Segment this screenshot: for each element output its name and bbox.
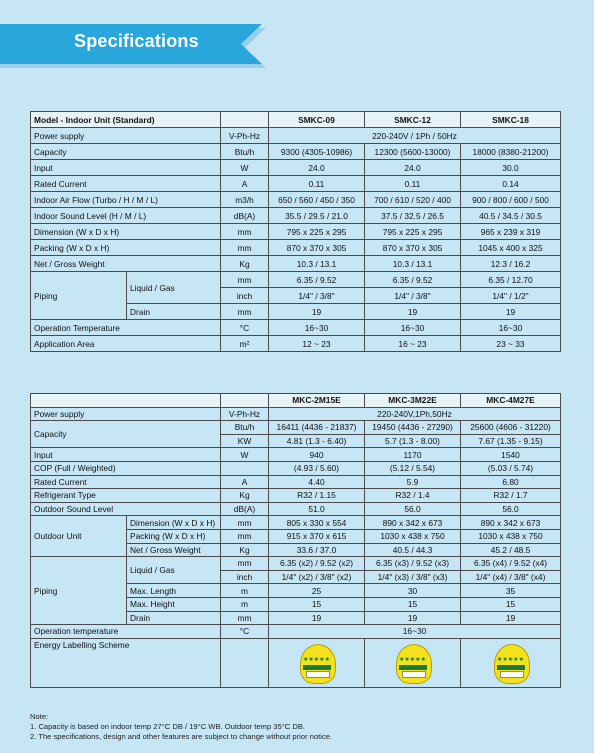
row-value: 12.3 / 16.2 <box>461 256 561 272</box>
row-value: 5.7 (1.3 - 8.00) <box>365 434 461 448</box>
row-value: 6.35 / 9.52 <box>269 272 365 288</box>
row-value: 7.67 (1.35 - 9.15) <box>461 434 561 448</box>
row-value: 890 x 342 x 673 <box>365 516 461 530</box>
energy-label-cell <box>269 638 365 687</box>
row-label: Packing (W x D x H) <box>127 529 221 543</box>
table-row <box>31 407 561 421</box>
table-row <box>31 208 561 224</box>
row-value: 1/4" (x4) / 3/8" (x4) <box>461 570 561 584</box>
row-value: 15 <box>365 597 461 611</box>
indoor-header-unit <box>221 112 269 128</box>
energy-label-icon <box>294 644 340 682</box>
row-value: 51.0 <box>269 502 365 516</box>
row-unit: m <box>221 584 269 598</box>
row-label: Application Area <box>31 336 221 352</box>
row-value: 6.35 (x2) / 9.52 (x2) <box>269 557 365 571</box>
outdoor-header-col3: MKC-4M27E <box>461 394 561 408</box>
row-label: Max. Length <box>127 584 221 598</box>
table-row <box>31 256 561 272</box>
page-title: Specifications <box>74 31 199 51</box>
row-value: 10.3 / 13.1 <box>365 256 461 272</box>
row-label: Power supply <box>31 407 221 421</box>
table-row <box>31 128 561 144</box>
row-value: 15 <box>269 597 365 611</box>
energy-label-bar <box>306 671 330 678</box>
row-value: (5.12 / 5.54) <box>365 461 461 475</box>
row-label: Operation temperature <box>31 625 221 639</box>
energy-label-cell <box>461 638 561 687</box>
outdoor-unit-label: Outdoor Unit <box>31 516 127 557</box>
row-value: 4.40 <box>269 475 365 489</box>
table-row <box>31 176 561 192</box>
liquid-gas-label: Liquid / Gas <box>127 272 221 304</box>
row-label: COP (Full / Weighted) <box>31 461 221 475</box>
table-row <box>31 240 561 256</box>
row-value: 19 <box>461 611 561 625</box>
row-value: 35.5 / 29.5 / 21.0 <box>269 208 365 224</box>
notes <box>30 712 332 742</box>
row-value: 19 <box>461 304 561 320</box>
table-row <box>31 272 561 288</box>
table-row <box>31 224 561 240</box>
row-value: 870 x 370 x 305 <box>269 240 365 256</box>
note-line: 1. Capacity is based on indoor temp 27°C DB / 19°C WB. Outdoor temp 35°C DB. <box>30 722 306 731</box>
row-value: 19450 (4436 - 27290) <box>365 421 461 435</box>
row-value: 30.0 <box>461 160 561 176</box>
row-label: Operation Temperature <box>31 320 221 336</box>
row-unit: mm <box>221 529 269 543</box>
energy-label-icon <box>390 644 436 682</box>
row-unit: A <box>221 475 269 489</box>
row-label: Dimension (W x D x H) <box>127 516 221 530</box>
drain-label: Drain <box>127 304 221 320</box>
row-value: 1170 <box>365 448 461 462</box>
row-unit: V-Ph-Hz <box>221 407 269 421</box>
row-label: Drain <box>127 611 221 625</box>
row-value: 33.6 / 37.0 <box>269 543 365 557</box>
piping-label: Piping <box>31 272 127 320</box>
row-unit: Btu/h <box>221 144 269 160</box>
table-row <box>31 320 561 336</box>
row-value: 805 x 330 x 554 <box>269 516 365 530</box>
row-value: 16~30 <box>269 320 365 336</box>
row-value: 6.35 (x4) / 9.52 (x4) <box>461 557 561 571</box>
row-value: 16~30 <box>365 320 461 336</box>
row-value: 16411 (4436 - 21837) <box>269 421 365 435</box>
energy-label-bar <box>402 671 426 678</box>
row-value: 0.11 <box>269 176 365 192</box>
row-value: 6.80 <box>461 475 561 489</box>
outdoor-header-col1: MKC-2M15E <box>269 394 365 408</box>
table-row <box>31 421 561 435</box>
outdoor-header-blank <box>31 394 221 408</box>
table-row <box>31 461 561 475</box>
row-value: 19 <box>269 611 365 625</box>
row-value: 650 / 560 / 450 / 350 <box>269 192 365 208</box>
row-value: 795 x 225 x 295 <box>365 224 461 240</box>
energy-label-stars: ★★★★★ <box>399 656 426 663</box>
row-value: 1/4" / 3/8" <box>269 288 365 304</box>
row-value: 12300 (5600-13000) <box>365 144 461 160</box>
row-value: 4.81 (1.3 - 6.40) <box>269 434 365 448</box>
indoor-spec-table <box>30 111 561 352</box>
row-unit: Kg <box>221 489 269 503</box>
row-value: 940 <box>269 448 365 462</box>
row-unit: mm <box>221 224 269 240</box>
row-value: 24.0 <box>365 160 461 176</box>
indoor-header-col1: SMKC-09 <box>269 112 365 128</box>
row-label: Input <box>31 448 221 462</box>
energy-label-cell <box>365 638 461 687</box>
row-value: 1030 x 438 x 750 <box>365 529 461 543</box>
notes-title: Note: <box>30 712 49 721</box>
row-value: 6.35 (x3) / 9.52 (x3) <box>365 557 461 571</box>
row-value: 37.5 / 32.5 / 26.5 <box>365 208 461 224</box>
energy-label-strip <box>399 665 427 670</box>
outdoor-header-unit <box>221 394 269 408</box>
row-value: R32 / 1.7 <box>461 489 561 503</box>
outdoor-piping-label: Piping <box>31 557 127 625</box>
indoor-header-col2: SMKC-12 <box>365 112 461 128</box>
row-unit: V-Ph-Hz <box>221 128 269 144</box>
table-row <box>31 625 561 639</box>
row-label: Indoor Air Flow (Turbo / H / M / L) <box>31 192 221 208</box>
row-unit: inch <box>221 570 269 584</box>
energy-label-strip <box>303 665 331 670</box>
row-value: 16~30 <box>461 320 561 336</box>
row-label: Rated Current <box>31 176 221 192</box>
energy-label-row-label: Energy Labelling Scheme <box>31 638 221 687</box>
row-unit: °C <box>221 625 269 639</box>
row-value: 6.35 / 9.52 <box>365 272 461 288</box>
row-unit: Btu/h <box>221 421 269 435</box>
outdoor-header-col2: MKC-3M22E <box>365 394 461 408</box>
table-row <box>31 448 561 462</box>
row-label: Max. Height <box>127 597 221 611</box>
row-value: 10.3 / 13.1 <box>269 256 365 272</box>
table-row <box>31 502 561 516</box>
row-value: 40.5 / 44.3 <box>365 543 461 557</box>
row-value: 1/4" / 1/2" <box>461 288 561 304</box>
energy-label-icon <box>488 644 534 682</box>
row-value: 56.0 <box>461 502 561 516</box>
row-value: 25 <box>269 584 365 598</box>
row-value: 700 / 610 / 520 / 400 <box>365 192 461 208</box>
row-unit: mm <box>221 272 269 288</box>
row-label: Outdoor Sound Level <box>31 502 221 516</box>
row-label: Dimension (W x D x H) <box>31 224 221 240</box>
row-value: 45.2 / 48.5 <box>461 543 561 557</box>
row-value: 35 <box>461 584 561 598</box>
table-row <box>31 144 561 160</box>
row-value: 16 ~ 23 <box>365 336 461 352</box>
row-label: Net / Gross Weight <box>127 543 221 557</box>
row-value: 5.9 <box>365 475 461 489</box>
row-value: 890 x 342 x 673 <box>461 516 561 530</box>
row-unit: mm <box>221 557 269 571</box>
row-value: 900 / 800 / 600 / 500 <box>461 192 561 208</box>
row-value: 56.0 <box>365 502 461 516</box>
row-value: 15 <box>461 597 561 611</box>
row-unit: dB(A) <box>221 502 269 516</box>
row-value: 1030 x 438 x 750 <box>461 529 561 543</box>
table-row <box>31 192 561 208</box>
row-unit: mm <box>221 240 269 256</box>
row-value: 1045 x 400 x 325 <box>461 240 561 256</box>
row-value: 795 x 225 x 295 <box>269 224 365 240</box>
energy-label-stars: ★★★★★ <box>497 656 524 663</box>
energy-label-unit-cell <box>221 638 269 687</box>
indoor-header-row <box>31 112 561 128</box>
row-label: Net / Gross Weight <box>31 256 221 272</box>
row-value: 1/4" (x2) / 3/8" (x2) <box>269 570 365 584</box>
row-value: 9300 (4305-10986) <box>269 144 365 160</box>
row-value: 915 x 370 x 615 <box>269 529 365 543</box>
table-row <box>31 557 561 571</box>
row-unit: m² <box>221 336 269 352</box>
indoor-header-model: Model - Indoor Unit (Standard) <box>31 112 221 128</box>
row-label: Packing (W x D x H) <box>31 240 221 256</box>
outdoor-header-row <box>31 394 561 408</box>
liquid-gas-label: Liquid / Gas <box>127 557 221 584</box>
row-unit: m3/h <box>221 192 269 208</box>
row-unit: dB(A) <box>221 208 269 224</box>
row-value: R32 / 1.15 <box>269 489 365 503</box>
energy-label-bar <box>500 671 524 678</box>
row-unit: inch <box>221 288 269 304</box>
row-unit: KW <box>221 434 269 448</box>
table-row <box>31 516 561 530</box>
capacity-label: Capacity <box>31 421 221 448</box>
row-value: 0.11 <box>365 176 461 192</box>
row-unit: W <box>221 448 269 462</box>
note-line: 2. The specifications, design and other features are subject to change without prior notice. <box>30 732 333 741</box>
table-row <box>31 475 561 489</box>
row-value: 19 <box>365 611 461 625</box>
row-value: R32 / 1.4 <box>365 489 461 503</box>
row-unit: mm <box>221 516 269 530</box>
row-label: Input <box>31 160 221 176</box>
row-unit: m <box>221 597 269 611</box>
row-value: 25600 (4606 - 31220) <box>461 421 561 435</box>
row-span-value: 220-240V / 1Ph / 50Hz <box>269 128 561 144</box>
row-value: 30 <box>365 584 461 598</box>
row-span-value: 16~30 <box>269 625 561 639</box>
row-label: Indoor Sound Level (H / M / L) <box>31 208 221 224</box>
row-unit <box>221 461 269 475</box>
row-label: Refrigerant Type <box>31 489 221 503</box>
table-row <box>31 638 561 687</box>
row-unit: °C <box>221 320 269 336</box>
row-unit: Kg <box>221 543 269 557</box>
row-value: 965 x 239 x 319 <box>461 224 561 240</box>
table-row <box>31 336 561 352</box>
row-label: Power supply <box>31 128 221 144</box>
row-label: Rated Current <box>31 475 221 489</box>
row-value: 870 x 370 x 305 <box>365 240 461 256</box>
row-span-value: 220-240V,1Ph,50Hz <box>269 407 561 421</box>
row-value: 12 ~ 23 <box>269 336 365 352</box>
row-value: 19 <box>269 304 365 320</box>
row-value: 1/4" (x3) / 3/8" (x3) <box>365 570 461 584</box>
row-value: 23 ~ 33 <box>461 336 561 352</box>
row-value: 1/4" / 3/8" <box>365 288 461 304</box>
outdoor-spec-table <box>30 393 561 688</box>
row-value: 6.35 / 12.70 <box>461 272 561 288</box>
indoor-header-col3: SMKC-18 <box>461 112 561 128</box>
table-row <box>31 160 561 176</box>
energy-label-stars: ★★★★★ <box>303 656 330 663</box>
row-value: 0.14 <box>461 176 561 192</box>
row-label: Capacity <box>31 144 221 160</box>
table-row <box>31 489 561 503</box>
row-value: (4.93 / 5.60) <box>269 461 365 475</box>
row-value: 18000 (8380-21200) <box>461 144 561 160</box>
row-unit: A <box>221 176 269 192</box>
row-value: (5.03 / 5.74) <box>461 461 561 475</box>
row-value: 19 <box>365 304 461 320</box>
row-unit: Kg <box>221 256 269 272</box>
row-value: 1540 <box>461 448 561 462</box>
row-value: 40.5 / 34.5 / 30.5 <box>461 208 561 224</box>
row-unit: mm <box>221 611 269 625</box>
row-unit: mm <box>221 304 269 320</box>
row-unit: W <box>221 160 269 176</box>
row-value: 24.0 <box>269 160 365 176</box>
energy-label-strip <box>497 665 525 670</box>
